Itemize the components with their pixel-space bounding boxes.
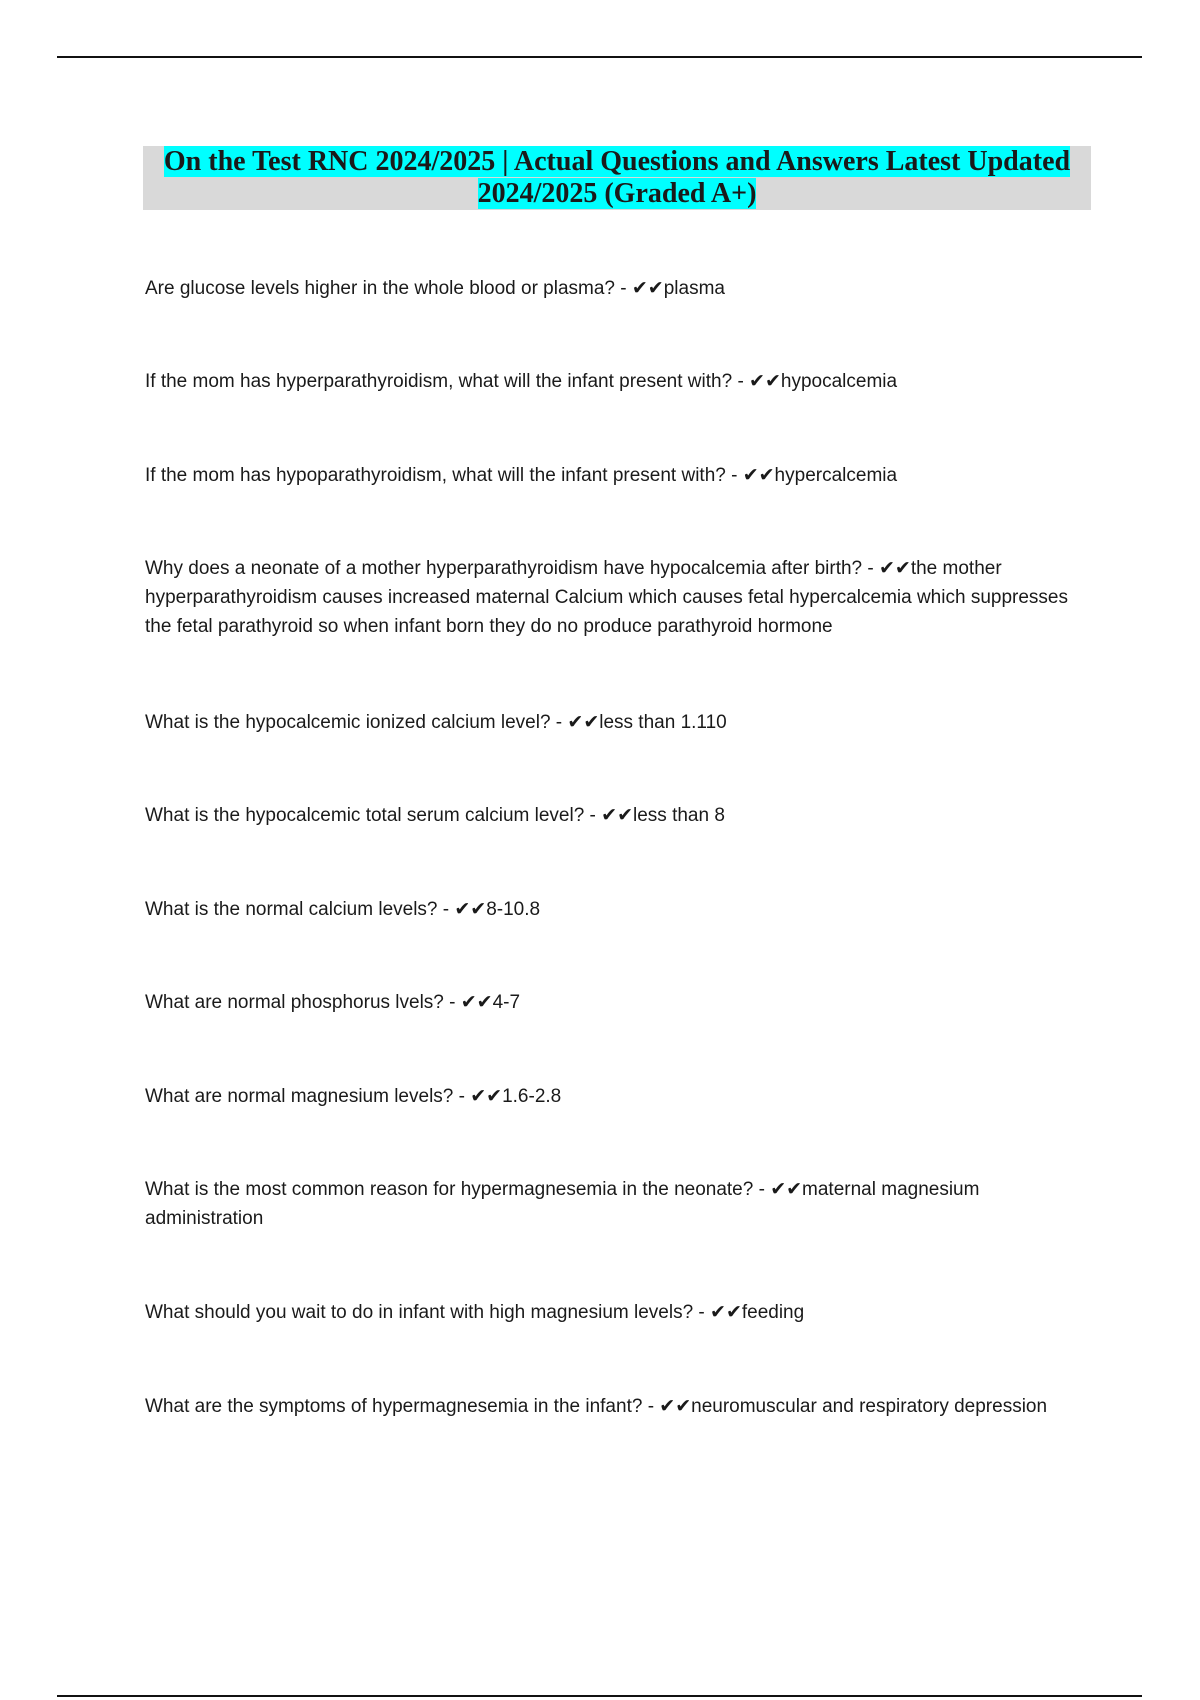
qa-item: Why does a neonate of a mother hyperparathyroidism have hypocalcemia after birth? - ✔✔the mother hyperparathyroidism causes increased maternal Calcium which causes fetal hypercalcemia which suppresses the fetal parathyroid so when infant born they do no produce parathyroid hormone	[145, 558, 1068, 637]
qa-item: What is the hypocalcemic ionized calcium level? - ✔✔less than 1.110	[145, 712, 727, 733]
title-block	[143, 146, 1091, 210]
document-title	[143, 146, 1091, 210]
qa-item: What is the hypocalcemic total serum calcium level? - ✔✔less than 8	[145, 805, 725, 826]
qa-item: If the mom has hypoparathyroidism, what will the infant present with? - ✔✔hypercalcemia	[145, 465, 898, 486]
qa-item: What are normal magnesium levels? - ✔✔1.6-2.8	[145, 1086, 562, 1107]
top-divider	[57, 56, 1142, 58]
bottom-divider	[57, 1695, 1142, 1697]
qa-item: What are the symptoms of hypermagnesemia in the infant? - ✔✔neuromuscular and respiratory depression	[145, 1396, 1048, 1417]
qa-item: If the mom has hyperparathyroidism, what will the infant present with? - ✔✔hypocalcemia	[145, 371, 898, 392]
title-highlight: On the Test RNC 2024/2025 | Actual Questions and Answers Latest Updated 2024/2025 (Graded A+)	[163, 146, 1071, 209]
qa-item: What should you wait to do in infant with high magnesium levels? - ✔✔feeding	[145, 1302, 805, 1323]
qa-item: Are glucose levels higher in the whole blood or plasma? - ✔✔plasma	[145, 278, 725, 299]
qa-item: What are normal phosphorus lvels? - ✔✔4-7	[145, 992, 521, 1013]
qa-item: What is the normal calcium levels? - ✔✔8-10.8	[145, 899, 541, 920]
qa-item: What is the most common reason for hypermagnesemia in the neonate? - ✔✔maternal magnesium administration	[145, 1179, 980, 1229]
